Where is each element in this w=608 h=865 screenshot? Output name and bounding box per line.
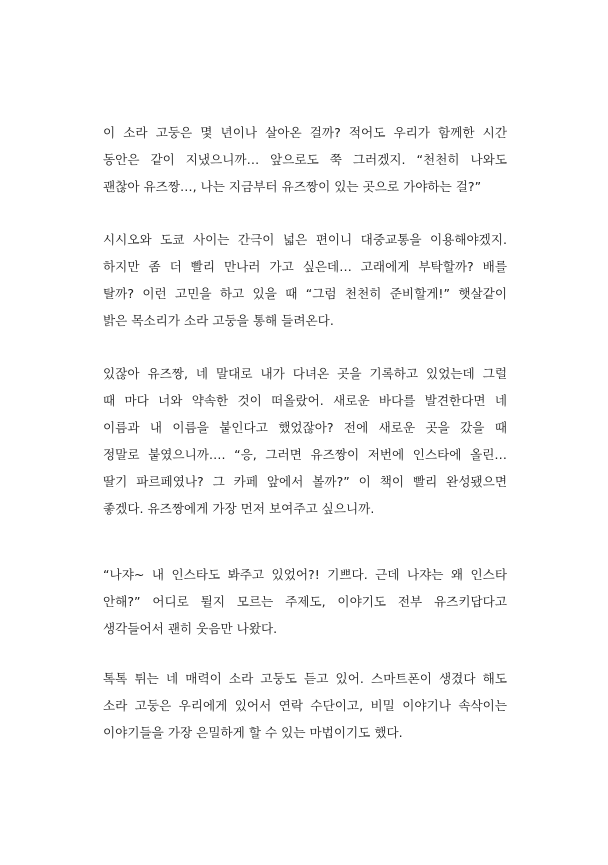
text-line: 때 마다 너와 약속한 것이 떠올랐어. 새로운 바다를 발견한다면 네 (103, 393, 507, 408)
paragraph-4 (103, 561, 507, 642)
text-line: “나쟈~ 내 인스타도 봐주고 있었어?! 기쁘다. 근데 나쟈는 왜 인스타 (103, 567, 507, 582)
paragraph-5 (103, 665, 507, 746)
text-line: 이름과 내 이름을 붙인다고 했었잖아? 전에 새로운 곳을 갔을 때 (103, 420, 507, 435)
text-line: 톡톡 튀는 네 매력이 소라 고둥도 듣고 있어. 스마트폰이 생겼다 해도 (103, 671, 507, 686)
text-line: 이 소라 고둥은 몇 년이나 살아온 걸까? 적어도 우리가 함께한 시간 (103, 125, 507, 140)
text-line: 밝은 목소리가 소라 고둥을 통해 들려온다. (103, 313, 334, 328)
text-line: 정말로 붙였으니까…. “응, 그러면 유즈짱이 저번에 인스타에 올린… (103, 447, 507, 462)
text-line: 소라 고둥은 우리에게 있어서 연락 수단이고, 비밀 이야기나 속삭이는 (103, 698, 507, 713)
text-line: 딸기 파르페였나? 그 카페 앞에서 볼까?” 이 책이 빨리 완성됐으면 (103, 474, 507, 489)
text-line: 시시오와 도쿄 사이는 간극이 넓은 편이니 대중교통을 이용해야겠지. (103, 232, 507, 247)
text-line: 안해?” 어디로 튈지 모르는 주제도, 이야기도 전부 유즈키답다고 (103, 594, 507, 609)
text-line: 좋겠다. 유즈짱에게 가장 먼저 보여주고 싶으니까. (103, 501, 375, 516)
text-line: 이야기들을 가장 은밀하게 할 수 있는 마법이기도 했다. (103, 725, 403, 740)
paragraph-1 (103, 119, 507, 200)
paragraph-2 (103, 226, 507, 334)
text-line: 동안은 같이 지냈으니까… 앞으로도 쭉 그러겠지. “천천히 나와도 (103, 152, 507, 167)
paragraph-3 (103, 360, 507, 522)
text-line: 탈까? 이런 고민을 하고 있을 때 “그럼 천천히 준비할게!” 햇살같이 (103, 286, 507, 301)
text-line: 괜찮아 유즈짱…, 나는 지금부터 유즈짱이 있는 곳으로 가야하는 걸?” (103, 179, 482, 194)
text-line: 하지만 좀 더 빨리 만나러 가고 싶은데… 고래에게 부탁할까? 배를 (103, 259, 507, 274)
text-line: 생각들어서 괜히 웃음만 나왔다. (103, 621, 278, 636)
text-line: 있잖아 유즈짱, 네 말대로 내가 다녀온 곳을 기록하고 있었는데 그럴 (103, 366, 507, 381)
